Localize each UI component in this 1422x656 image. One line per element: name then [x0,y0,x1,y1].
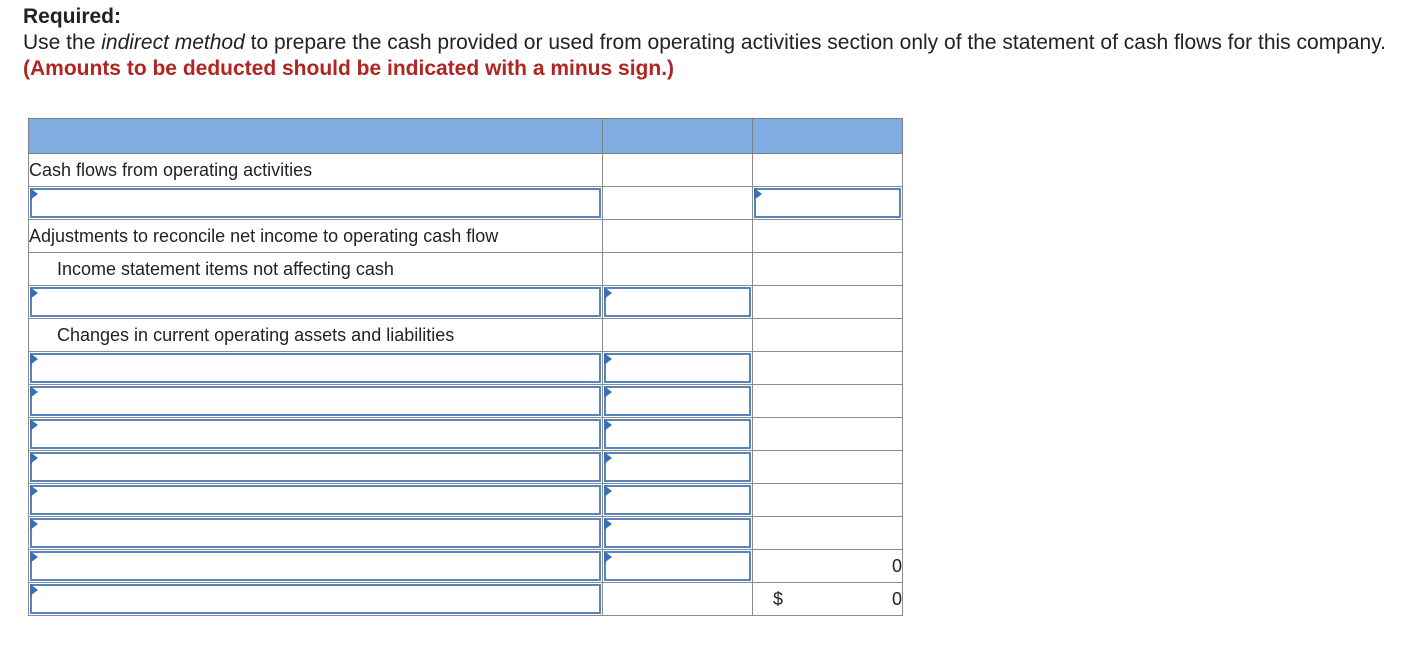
table-row [29,253,903,286]
change-amount-cell [603,517,753,550]
empty-cell [753,352,903,385]
change-label-input[interactable] [30,551,601,581]
empty-cell [603,187,753,220]
table-row [29,517,903,550]
table-row [29,352,903,385]
net-income-label-input[interactable] [30,188,601,218]
table-row [29,451,903,484]
change-amount-input[interactable] [604,452,751,482]
header-cell-total [753,119,903,154]
total-label-input[interactable] [30,584,601,614]
change-label-cell [29,550,603,583]
change-amount-cell [603,550,753,583]
table-row [29,484,903,517]
empty-cell [753,385,903,418]
change-amount-cell [603,484,753,517]
table-row [29,154,903,187]
table-row [29,286,903,319]
table-row [29,187,903,220]
table-row [29,418,903,451]
change-label-cell [29,451,603,484]
empty-cell [753,517,903,550]
table-row [29,385,903,418]
table-row [29,319,903,352]
empty-cell [603,253,753,286]
empty-cell [753,286,903,319]
change-label-input[interactable] [30,518,601,548]
noncash-item-label-input[interactable] [30,287,601,317]
noncash-item-label-cell [29,286,603,319]
noncash-item-amount-cell [603,286,753,319]
change-label-input[interactable] [30,452,601,482]
empty-cell [753,253,903,286]
empty-cell [753,418,903,451]
currency-symbol: $ [773,589,784,609]
empty-cell [753,319,903,352]
change-label-input[interactable] [30,485,601,515]
noncash-items-label: Income statement items not affecting cash [29,253,603,286]
instructions-text-after: to prepare the cash provided or used from operating activities section only of the statement of cash flows for this company. [244,31,1386,54]
total-label-cell [29,583,603,616]
change-label-cell [29,517,603,550]
net-income-amount-input[interactable] [754,188,901,218]
adjustments-label: Adjustments to reconcile net income to operating cash flow [29,220,603,253]
deduction-note: (Amounts to be deducted should be indicated with a minus sign.) [23,57,675,80]
instructions-text-before: Use the [23,31,102,54]
change-amount-input[interactable] [604,551,751,581]
header-row [29,119,903,154]
change-amount-cell [603,451,753,484]
change-amount-input[interactable] [604,419,751,449]
changes-label: Changes in current operating assets and liabilities [29,319,603,352]
change-amount-cell [603,418,753,451]
change-amount-cell [603,352,753,385]
change-label-cell [29,418,603,451]
instructions [23,4,1422,82]
header-cell-label [29,119,603,154]
change-label-cell [29,385,603,418]
adjustments-subtotal: 0 [753,550,903,583]
table-row [29,550,903,583]
change-amount-input[interactable] [604,518,751,548]
change-label-cell [29,484,603,517]
net-income-amount-cell [753,187,903,220]
empty-cell [753,154,903,187]
change-label-input[interactable] [30,353,601,383]
noncash-item-amount-input[interactable] [604,287,751,317]
change-label-input[interactable] [30,419,601,449]
total-cell [753,583,903,616]
change-label-input[interactable] [30,386,601,416]
empty-cell [603,154,753,187]
total-value: 0 [891,588,902,609]
change-label-cell [29,352,603,385]
net-income-label-cell [29,187,603,220]
table-row [29,220,903,253]
section-label-operating: Cash flows from operating activities [29,154,603,187]
total-row [29,583,903,616]
empty-cell [753,451,903,484]
empty-cell [603,583,753,616]
instructions-emphasis: indirect method [101,31,245,54]
empty-cell [753,484,903,517]
empty-cell [603,319,753,352]
change-amount-input[interactable] [604,386,751,416]
required-heading: Required: [23,5,122,28]
cash-flow-worksheet [28,118,903,616]
header-cell-amount [603,119,753,154]
change-amount-input[interactable] [604,485,751,515]
change-amount-input[interactable] [604,353,751,383]
empty-cell [603,220,753,253]
change-amount-cell [603,385,753,418]
empty-cell [753,220,903,253]
